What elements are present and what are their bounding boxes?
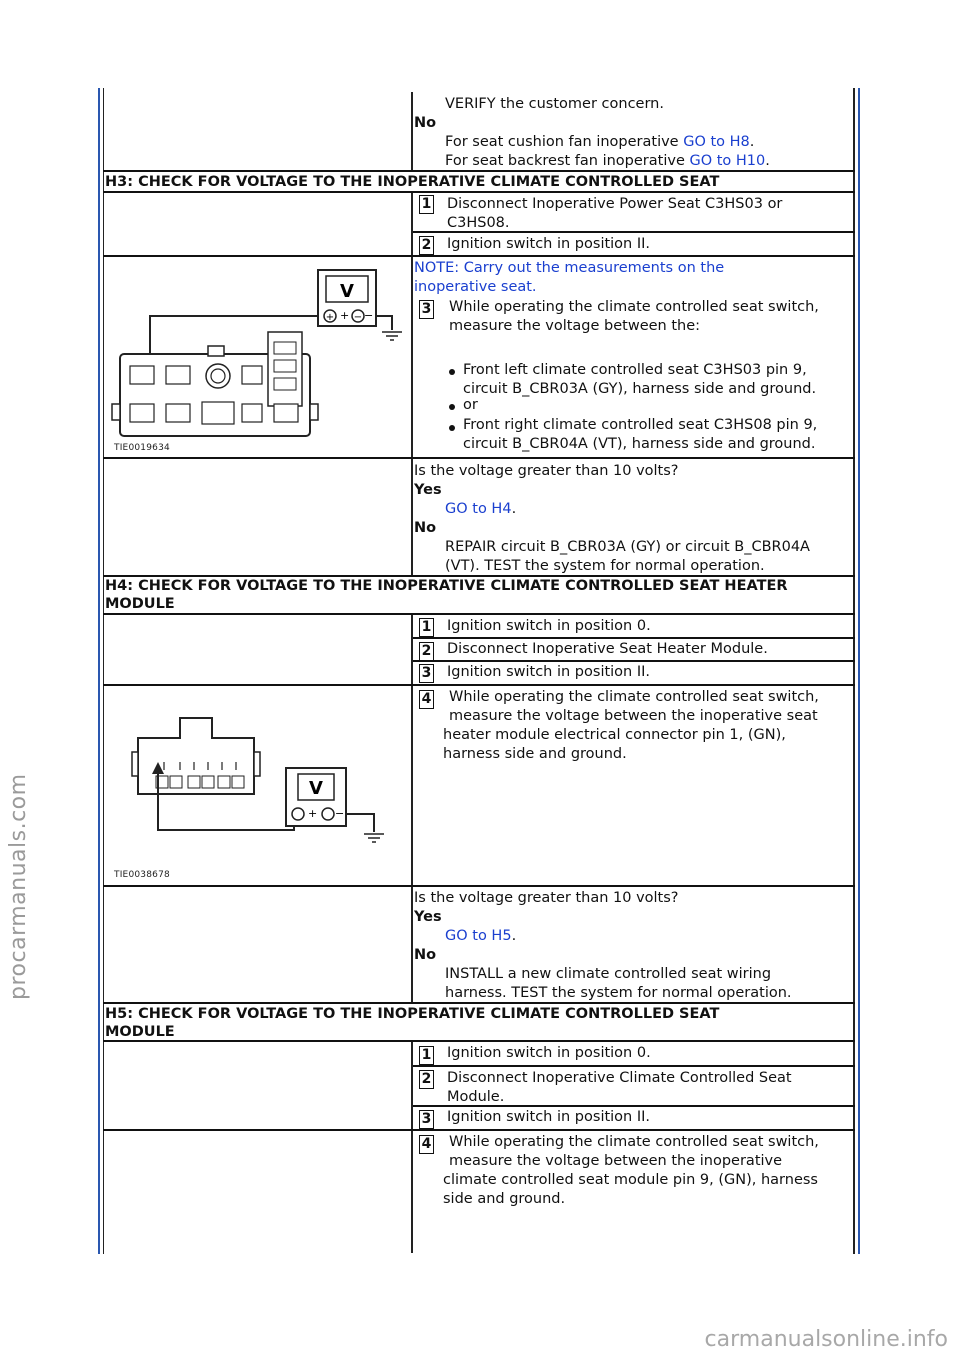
h3-step-3-line1: While operating the climate controlled seat switch, xyxy=(449,299,819,315)
h3-step-1-line1: Disconnect Inoperative Power Seat C3HS03 or xyxy=(447,196,783,212)
go-to-h8-link[interactable]: GO to H8 xyxy=(683,134,750,150)
h4-header-line1: H4: CHECK FOR VOLTAGE TO THE INOPERATIVE CLIMATE CONTROLLED SEAT HEATER xyxy=(105,578,788,594)
h5-step-3-badge: 3 xyxy=(419,1110,434,1129)
column-divider xyxy=(411,92,413,170)
h4-figure-id: TIE0038678 xyxy=(114,870,170,880)
h3-step-3-badge: 3 xyxy=(419,300,434,319)
row-rule xyxy=(103,255,855,257)
svg-text:−: − xyxy=(364,309,374,322)
h3-step-2-badge: 2 xyxy=(419,236,434,255)
cushion-fan-line xyxy=(445,133,754,152)
h4-step-3-text: Ignition switch in position II. xyxy=(447,664,651,680)
h3-bullet-3-line2: circuit B_CBR04A (VT), harness side and ground. xyxy=(463,436,816,452)
h3-no-line2: (VT). TEST the system for normal operation. xyxy=(445,558,765,574)
meter-v-label: V xyxy=(340,281,354,302)
h3-connector-diagram xyxy=(108,262,408,456)
h4-step-4-line4: harness side and ground. xyxy=(443,746,627,762)
svg-text:−: − xyxy=(335,807,345,820)
h5-step-4-badge: 4 xyxy=(419,1135,434,1154)
h5-step-4-line1: While operating the climate controlled seat switch, xyxy=(449,1134,819,1150)
h3-bullet-2: or xyxy=(463,397,478,413)
h3-bullet-1-line2: circuit B_CBR03A (GY), harness side and ground. xyxy=(463,381,817,397)
bullet-dot xyxy=(449,404,455,410)
bullet-dot xyxy=(449,425,455,431)
period: . xyxy=(765,153,770,169)
meter-v-label: V xyxy=(309,778,323,799)
h4-no-line1: INSTALL a new climate controlled seat wiring xyxy=(445,966,772,982)
backrest-fan-line xyxy=(445,152,770,171)
h3-yes-line: GO to H4. xyxy=(445,501,517,517)
h4-step-4-line2: measure the voltage between the inoperative seat xyxy=(449,708,818,724)
right-page-rule xyxy=(858,88,860,1254)
row-rule xyxy=(413,231,855,233)
meter-minus-terminal xyxy=(322,808,334,820)
row-rule xyxy=(103,684,855,686)
h5-top-rule xyxy=(103,1002,855,1004)
row-rule xyxy=(103,1129,855,1131)
h5-step-4-line3: climate controlled seat module pin 9, (GN), harness xyxy=(443,1172,818,1188)
h4-step-4-line3: heater module electrical connector pin 1, (GN), xyxy=(443,727,786,743)
h4-no-label: No xyxy=(414,947,437,963)
h3-yes-label: Yes xyxy=(414,482,442,498)
row-rule xyxy=(103,885,855,887)
svg-text:+: + xyxy=(325,312,335,323)
svg-text:−: − xyxy=(353,312,363,323)
svg-text:+: + xyxy=(340,309,350,322)
row-rule xyxy=(413,1105,855,1107)
go-to-h5-link[interactable]: GO to H5 xyxy=(445,928,512,944)
h3-step-1-line2: C3HS08. xyxy=(447,215,510,231)
right-table-border xyxy=(853,88,855,1254)
h4-yes-line: GO to H5. xyxy=(445,928,517,944)
h5-step-4-line2: measure the voltage between the inoperative xyxy=(449,1153,783,1169)
h4-step-1-text: Ignition switch in position 0. xyxy=(447,618,651,634)
h3-header-rule xyxy=(103,191,855,193)
h4-yes-label: Yes xyxy=(414,909,442,925)
row-rule xyxy=(413,660,855,662)
h5-step-2-badge: 2 xyxy=(419,1070,434,1089)
h4-step-4-badge: 4 xyxy=(419,690,434,709)
h3-step-2-text: Ignition switch in position II. xyxy=(447,236,651,252)
go-to-h10-link[interactable]: GO to H10 xyxy=(689,153,766,169)
h3-no-label: No xyxy=(414,520,437,536)
h3-note-line2: inoperative seat. xyxy=(414,279,537,295)
h4-step-1-badge: 1 xyxy=(419,618,434,637)
row-rule xyxy=(413,637,855,639)
bullet-dot xyxy=(449,369,455,375)
go-to-h4-link[interactable]: GO to H4 xyxy=(445,501,512,517)
column-divider xyxy=(411,614,413,1002)
h5-step-4-line4: side and ground. xyxy=(443,1191,566,1207)
left-table-border xyxy=(103,88,104,1254)
h5-header-line1: H5: CHECK FOR VOLTAGE TO THE INOPERATIVE CLIMATE CONTROLLED SEAT xyxy=(105,1006,720,1022)
h4-step-2-text: Disconnect Inoperative Seat Heater Module. xyxy=(447,641,768,657)
h5-header-rule xyxy=(103,1040,855,1042)
h4-step-4-line1: While operating the climate controlled seat switch, xyxy=(449,689,819,705)
h3-bullet-3-line1: Front right climate controlled seat C3HS08 pin 9, xyxy=(463,417,818,433)
h5-header-line2: MODULE xyxy=(105,1024,175,1040)
h4-no-line2: harness. TEST the system for normal operation. xyxy=(445,985,792,1001)
h4-question: Is the voltage greater than 10 volts? xyxy=(414,890,679,906)
h3-note-line1: NOTE: Carry out the measurements on the xyxy=(414,260,725,276)
row-rule xyxy=(413,1065,855,1067)
row-rule xyxy=(103,457,855,459)
h3-question: Is the voltage greater than 10 volts? xyxy=(414,463,679,479)
h5-step-1-text: Ignition switch in position 0. xyxy=(447,1045,651,1061)
side-watermark: procarmanuals.com xyxy=(6,773,31,1000)
cushion-text: For seat cushion fan inoperative xyxy=(445,134,684,150)
h4-header-rule xyxy=(103,613,855,615)
h3-step-1-badge: 1 xyxy=(419,195,434,214)
h3-no-line1: REPAIR circuit B_CBR03A (GY) or circuit B_CBR04A xyxy=(445,539,810,555)
meter-plus-terminal xyxy=(292,808,304,820)
h5-step-2-line2: Module. xyxy=(447,1089,505,1105)
verify-text: VERIFY the customer concern. xyxy=(445,96,664,112)
h3-figure-id: TIE0019634 xyxy=(114,443,170,453)
h3-top-rule xyxy=(103,170,855,172)
h5-step-1-badge: 1 xyxy=(419,1046,434,1065)
h3-step-3-line2: measure the voltage between the: xyxy=(449,318,701,334)
h3-bullet-1-line1: Front left climate controlled seat C3HS03 pin 9, xyxy=(463,362,807,378)
h5-step-3-text: Ignition switch in position II. xyxy=(447,1109,651,1125)
h4-step-2-badge: 2 xyxy=(419,642,434,661)
bottom-watermark: carmanualsonline.info xyxy=(704,1327,948,1352)
backrest-text: For seat backrest fan inoperative xyxy=(445,153,690,169)
period: . xyxy=(749,134,755,150)
column-divider xyxy=(411,192,413,576)
column-divider xyxy=(411,1041,413,1253)
h4-step-3-badge: 3 xyxy=(419,664,434,683)
no-label: No xyxy=(414,115,437,131)
h4-connector-diagram xyxy=(108,690,408,884)
svg-text:+: + xyxy=(308,807,318,820)
h4-header-line2: MODULE xyxy=(105,596,175,612)
h5-step-2-line1: Disconnect Inoperative Climate Controlled Seat xyxy=(447,1070,792,1086)
h3-header: H3: CHECK FOR VOLTAGE TO THE INOPERATIVE CLIMATE CONTROLLED SEAT xyxy=(105,174,720,190)
left-page-rule xyxy=(98,88,100,1254)
